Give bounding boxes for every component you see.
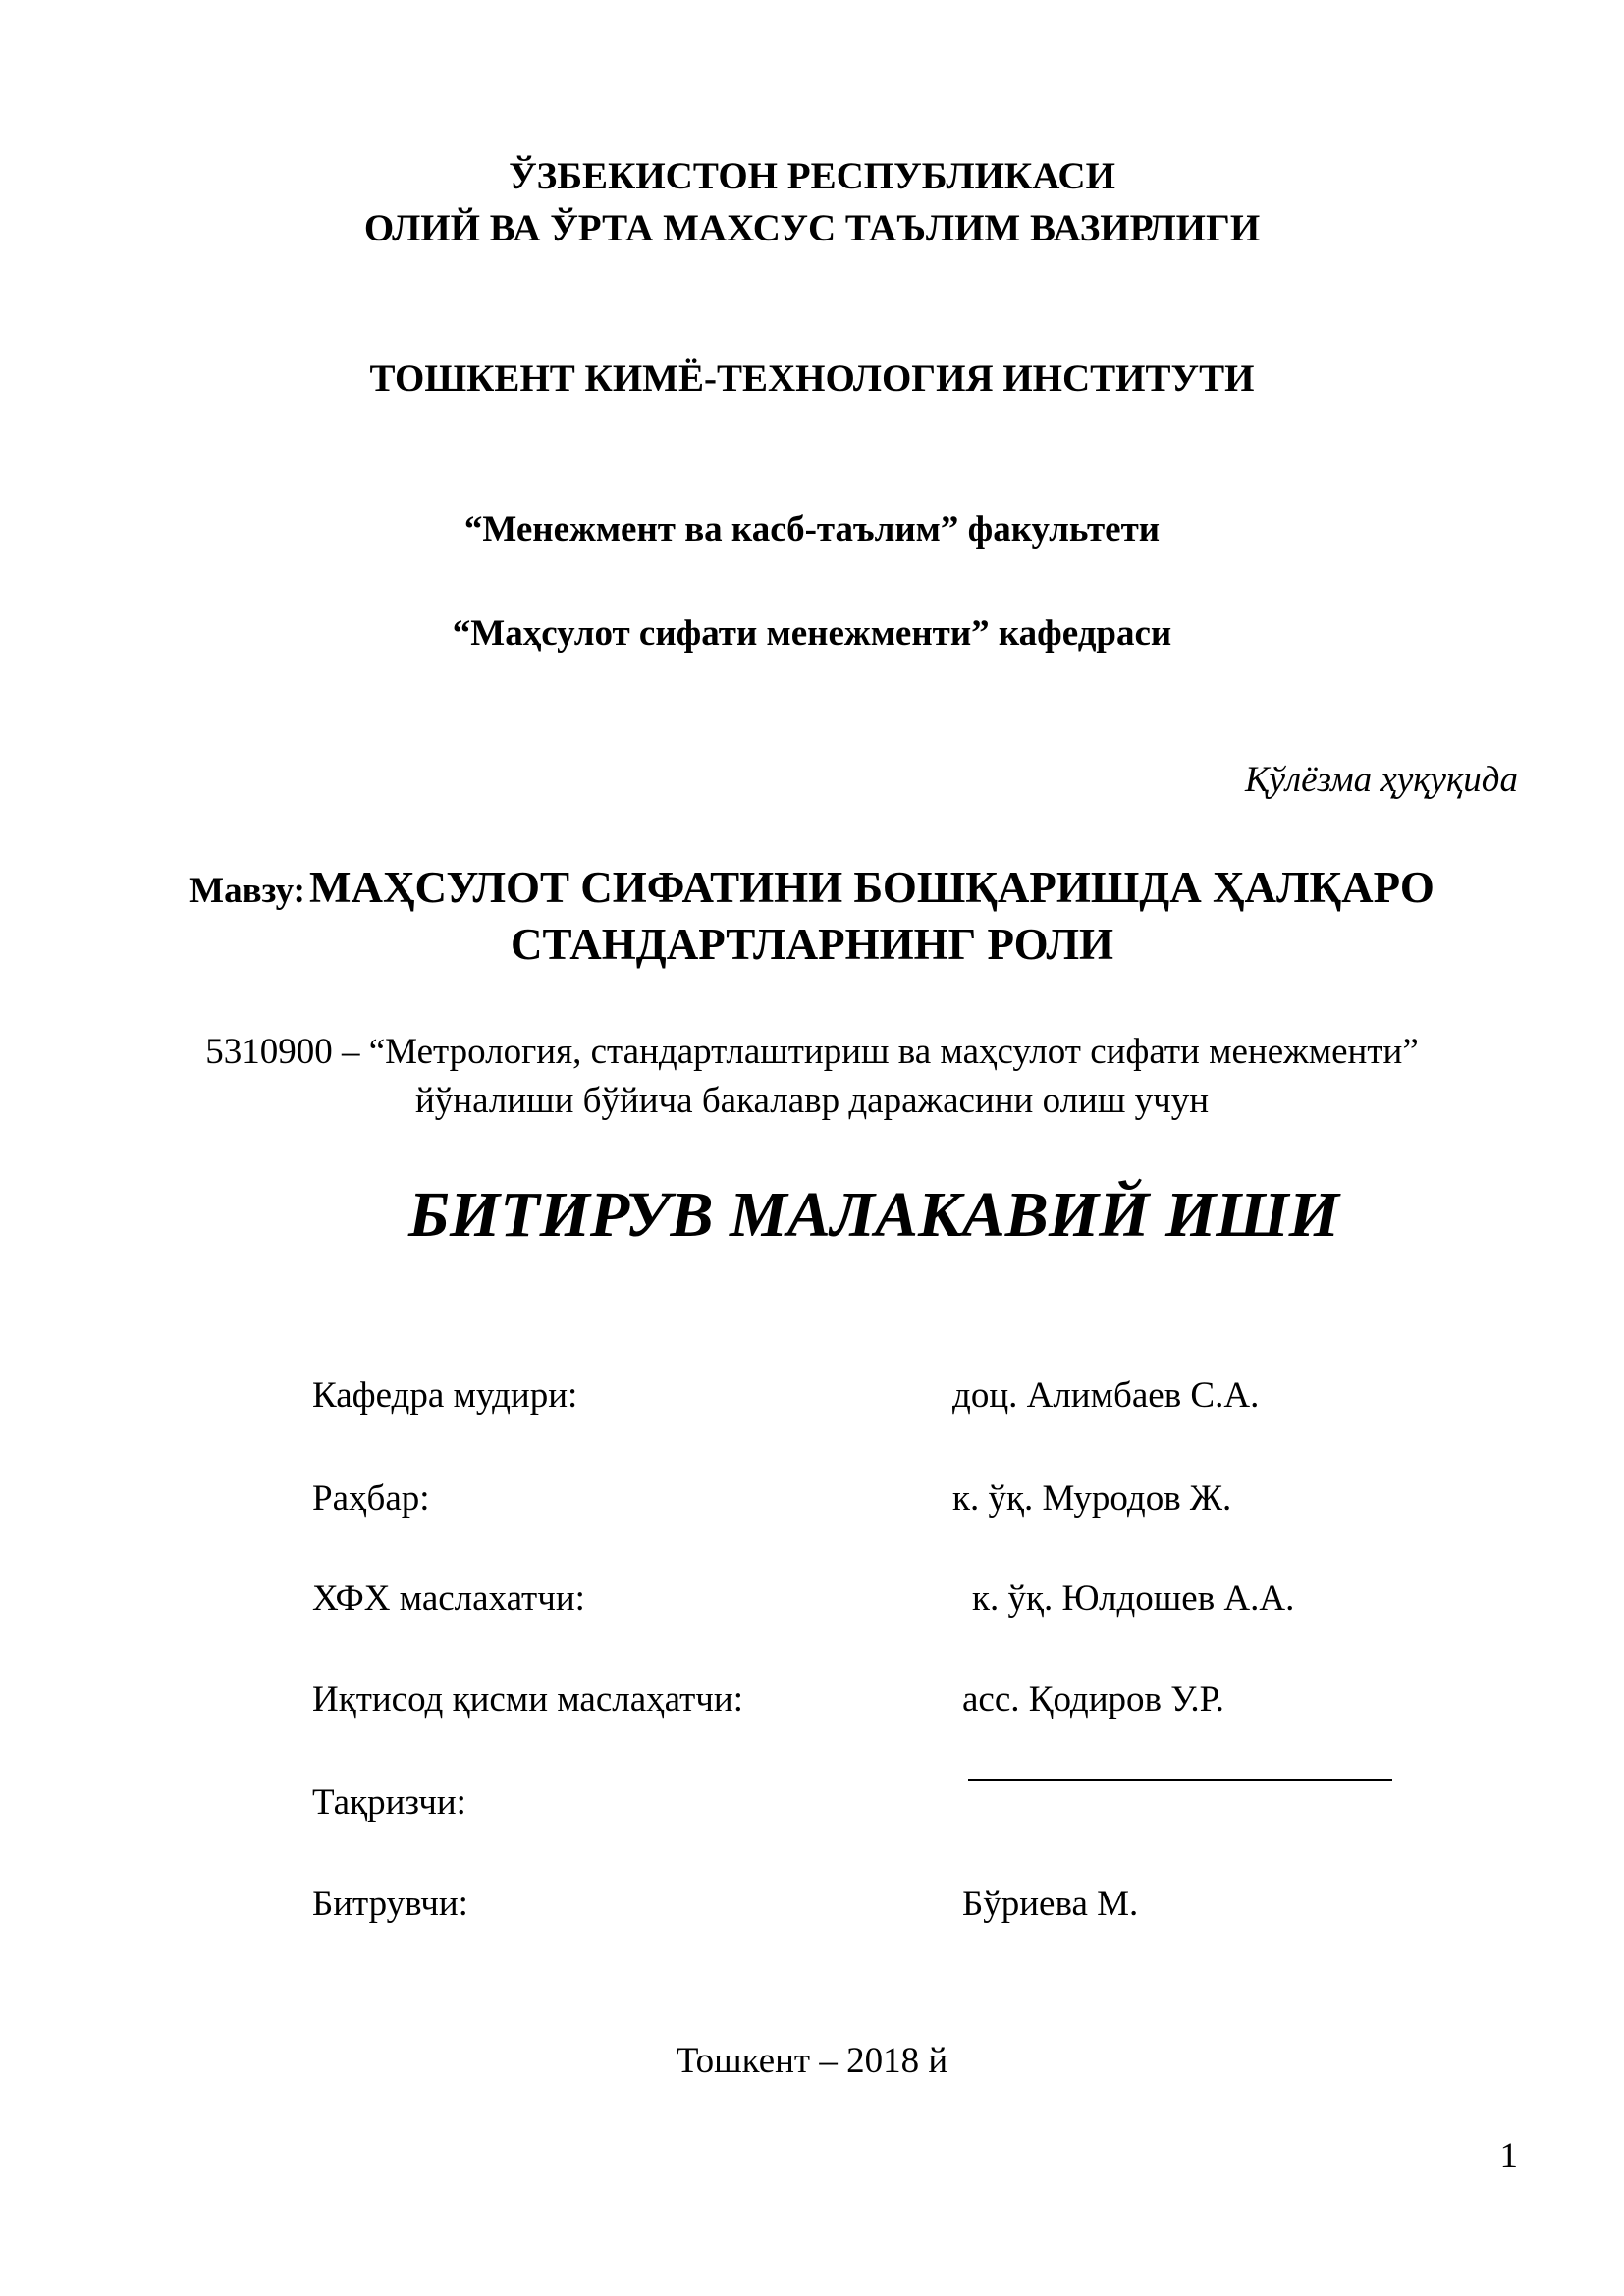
department-heading: “Маҳсулот сифати менежменти” кафедраси: [452, 614, 1172, 654]
signature-value: доц. Алимбаев С.А.: [952, 1375, 1260, 1415]
topic-line-1: [0, 862, 1624, 913]
faculty-heading: “Менежмент ва касб-таълим” факультети: [463, 509, 1161, 550]
specialty-line-2: йўналиши бўйича бакалавр даражасини олиш учун: [414, 1081, 1210, 1121]
signature-value: к. ўқ. Юлдошев А.А.: [972, 1578, 1295, 1619]
signature-label: Кафедра мудири:: [312, 1375, 578, 1415]
manuscript-rights-note: Қўлёзма ҳуқуқида: [1244, 760, 1518, 800]
signature-value: к. ўқ. Муродов Ж.: [952, 1478, 1232, 1519]
republic-heading: ЎЗБЕКИСТОН РЕСПУБЛИКАСИ: [509, 155, 1115, 197]
reviewer-signature-blank: [968, 1779, 1392, 1781]
institute-heading: ТОШКЕНТ КИМЁ-ТЕХНОЛОГИЯ ИНСТИТУТИ: [369, 357, 1255, 400]
signature-label: Иқтисод қисми маслаҳатчи:: [312, 1680, 743, 1720]
page-number: 1: [1499, 2136, 1518, 2176]
signature-label: Тақризчи:: [312, 1783, 466, 1823]
topic-title-part-2: СТАНДАРТЛАРНИНГ РОЛИ: [511, 920, 1113, 969]
signature-label: Раҳбар:: [312, 1478, 430, 1519]
topic-label: Мавзу:: [189, 871, 305, 911]
signature-label: Битрувчи:: [312, 1884, 468, 1924]
signature-label: ХФХ маслахатчи:: [312, 1578, 585, 1619]
work-title: БИТИРУВ МАЛАКАВИЙ ИШИ: [408, 1179, 1339, 1251]
city-year: Тошкент – 2018 й: [676, 2041, 948, 2081]
specialty-line-1: 5310900 – “Метрология, стандартлаштириш ва маҳсулот сифати менежменти”: [205, 1032, 1419, 1072]
ministry-heading: ОЛИЙ ВА ЎРТА МАХСУС ТАЪЛИМ ВАЗИРЛИГИ: [363, 207, 1261, 249]
signature-value: асс. Қодиров У.Р.: [962, 1680, 1224, 1720]
topic-title-part-1: МАҲСУЛОТ СИФАТИНИ БОШҚАРИШДА ҲАЛҚАРО: [308, 863, 1435, 912]
signature-value: Бўриева М.: [962, 1884, 1139, 1924]
